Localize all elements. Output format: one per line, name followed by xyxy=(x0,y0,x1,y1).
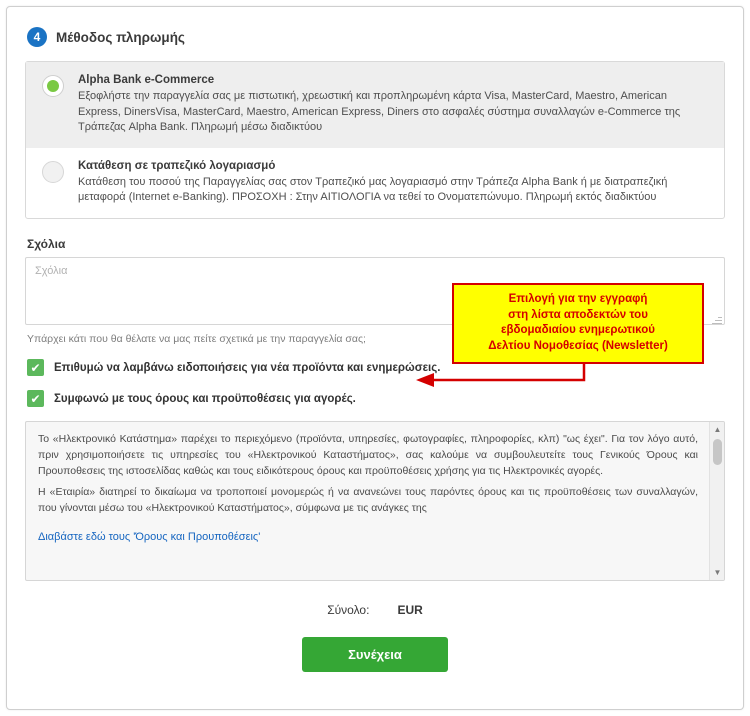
scrollbar-thumb[interactable] xyxy=(713,439,722,465)
payment-methods-list xyxy=(25,61,725,219)
payment-option-alpha-bank[interactable] xyxy=(26,62,724,148)
continue-button[interactable]: Συνέχεια xyxy=(302,637,448,672)
terms-scrollbar[interactable] xyxy=(709,422,724,580)
checkbox-terms[interactable]: ✔ xyxy=(27,390,44,407)
annotation-line-3: εβδομαδιαίου ενημερωτικού xyxy=(501,324,655,337)
continue-button-wrap xyxy=(25,637,725,672)
terms-paragraph: Το «Ηλεκτρονικό Κατάστημα» παρέχει το περιεχόμενο (προϊόντα, υπηρεσίες, φωτογραφίες, πληροφορίες, κλπ) "ως έχει". Για τον λόγο αυτό, πριν χρησιμοποιήσετε τις υπηρεσίες του «Ηλεκτρονικού Καταστήματος», σας καλούμε να συμβουλευτείτε τους Γενικούς Όρους και Προυποθεσεις της ιστοσελίδας καθώς και τους ειδικότερους όρους και προϋποθέσεις χρήσης για τις Ηλεκτρονικές αγορές. xyxy=(38,433,698,477)
page-title: Μέθοδος πληρωμής xyxy=(56,29,185,45)
terms-paragraph: Η «Εταιρία» διατηρεί το δικαίωμα να τροποποιεί μονομερώς ή να ανανεώνει τους παρόντες όρους και τις προϋποθέσεις των συναλλαγών, που γίνονται μέσω του «Ηλεκτρονικού Καταστήματος», σύμφωνα με τις ανάγκες της xyxy=(38,486,698,515)
payment-option-description: Εξοφλήστε την παραγγελία σας με πιστωτική, χρεωστική και προπληρωμένη κάρτα Visa, MasterCard, Maestro, American Express, DinersVisa, MasterCard, Maestro, American Express, Diners στο ασφαλές σύστημα συναλλαγών e-Commerce της Τράπεζας Alpha Bank. Πληρωμή μέσω διαδικτύου xyxy=(78,90,681,134)
payment-option-name: Alpha Bank e-Commerce xyxy=(78,74,215,86)
checkbox-terms-label: Συμφωνώ με τους όρους και προϋποθέσεις για αγορές. xyxy=(54,392,356,405)
comments-hint: Υπάρχει κάτι που θα θέλατε να μας πείτε σχετικά με την παραγγελία σας; xyxy=(27,333,366,346)
scroll-down-icon[interactable]: ▼ xyxy=(713,568,722,578)
radio-alpha-bank[interactable] xyxy=(42,75,64,97)
payment-option-text xyxy=(78,160,710,206)
checkbox-newsletter[interactable]: ✔ xyxy=(27,359,44,376)
checkbox-newsletter-label: Επιθυμώ να λαμβάνω ειδοποιήσεις για νέα προϊόντα και ενημερώσεις. xyxy=(54,361,441,374)
radio-bank-deposit[interactable] xyxy=(42,161,64,183)
payment-option-bank-deposit[interactable] xyxy=(26,148,724,218)
annotation-line-4: Δελτίου Νομοθεσίας (Newsletter) xyxy=(488,339,668,352)
total-currency: EUR xyxy=(397,603,423,618)
annotation-line-1: Επιλογή για την εγγραφή xyxy=(508,293,648,305)
step-number-badge: 4 xyxy=(27,27,47,47)
totals-row xyxy=(25,603,725,617)
payment-option-text xyxy=(78,74,710,136)
payment-option-name: Κατάθεση σε τραπεζικό λογαριασμό xyxy=(78,159,276,172)
terms-scroll-box[interactable] xyxy=(25,421,725,581)
annotation-line-2: στη λίστα αποδεκτών του xyxy=(508,308,648,321)
total-label: Σύνολο: xyxy=(327,603,370,618)
annotation-callout xyxy=(452,283,704,364)
payment-section-header xyxy=(27,27,725,47)
payment-option-description: Κατάθεση του ποσού της Παραγγελίας σας στον Τραπεζικό μας λογαριασμό στην Τράπεζα Alpha Bank ή με διατραπεζική μεταφορά (Internet e-Banking). ΠΡΟΣΟΧΗ : Στην ΑΙΤΙΟΛΟΓΙΑ να τεθεί το Ονοματεπώνυμο. Πληρωμή εκτός διαδικτύου xyxy=(78,175,668,204)
terms-link[interactable]: Διαβάστε εδώ τους 'Όρους και Προυποθέσεις' xyxy=(38,530,261,543)
comments-label: Σχόλια xyxy=(27,237,66,252)
checkbox-row-terms[interactable] xyxy=(25,390,725,407)
scroll-up-icon[interactable]: ▲ xyxy=(713,425,722,435)
